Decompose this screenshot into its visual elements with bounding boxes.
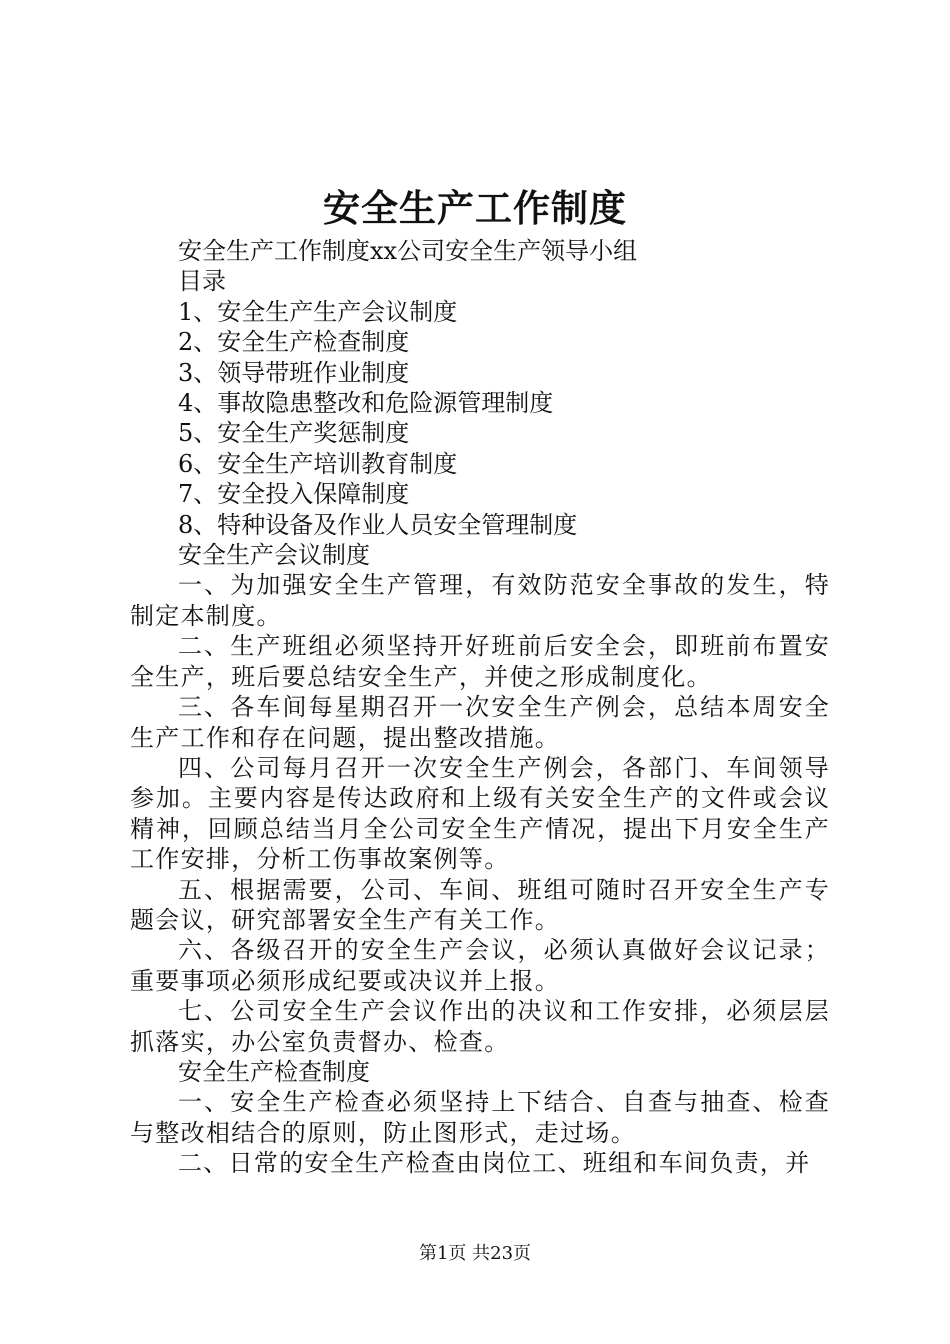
toc-item: 1、安全生产生产会议制度 bbox=[178, 297, 458, 326]
toc-item: 7、安全投入保障制度 bbox=[178, 480, 410, 509]
paragraph: 三、各车间每星期召开一次安全生产例会，总结本周安全生产工作和存在问题，提出整改措施。 bbox=[130, 693, 830, 752]
paragraph: 二、日常的安全生产检查由岗位工、班组和车间负责，并 bbox=[178, 1149, 811, 1178]
document-body bbox=[130, 236, 830, 1179]
section-heading: 安全生产检查制度 bbox=[178, 1057, 370, 1086]
toc-item: 2、安全生产检查制度 bbox=[178, 328, 410, 357]
paragraph: 二、生产班组必须坚持开好班前后安全会，即班前布置安全生产，班后要总结安全生产，并使之形成制度化。 bbox=[130, 632, 830, 691]
toc-item: 3、领导带班作业制度 bbox=[178, 358, 410, 387]
paragraph: 六、各级召开的安全生产会议，必须认真做好会议记录；重要事项必须形成纪要或决议并上报。 bbox=[130, 936, 830, 995]
page-footer: 第1页 共23页 bbox=[418, 1243, 532, 1264]
toc-heading: 目录 bbox=[178, 267, 226, 296]
page-title: 安全生产工作制度 bbox=[323, 186, 627, 230]
paragraph: 一、安全生产检查必须坚持上下结合、自查与抽查、检查与整改相结合的原则，防止图形式，走过场。 bbox=[130, 1088, 830, 1147]
paragraph: 一、为加强安全生产管理，有效防范安全事故的发生，特制定本制度。 bbox=[130, 571, 830, 630]
toc-item: 5、安全生产奖惩制度 bbox=[178, 419, 410, 448]
toc-item: 8、特种设备及作业人员安全管理制度 bbox=[178, 510, 578, 539]
toc-item: 6、安全生产培训教育制度 bbox=[178, 449, 458, 478]
paragraph: 五、根据需要，公司、车间、班组可随时召开安全生产专题会议，研究部署安全生产有关工作。 bbox=[130, 875, 830, 934]
paragraph: 四、公司每月召开一次安全生产例会，各部门、车间领导参加。主要内容是传达政府和上级有关安全生产的文件或会议精神，回顾总结当月全公司安全生产情况，提出下月安全生产工作安排，分析工伤事故案例等。 bbox=[130, 753, 830, 874]
toc-item: 4、事故隐患整改和危险源管理制度 bbox=[178, 389, 554, 418]
paragraph: 七、公司安全生产会议作出的决议和工作安排，必须层层抓落实，办公室负责督办、检查。 bbox=[130, 997, 830, 1056]
section-heading: 安全生产会议制度 bbox=[178, 541, 370, 570]
intro-line: 安全生产工作制度xx公司安全生产领导小组 bbox=[178, 237, 638, 265]
